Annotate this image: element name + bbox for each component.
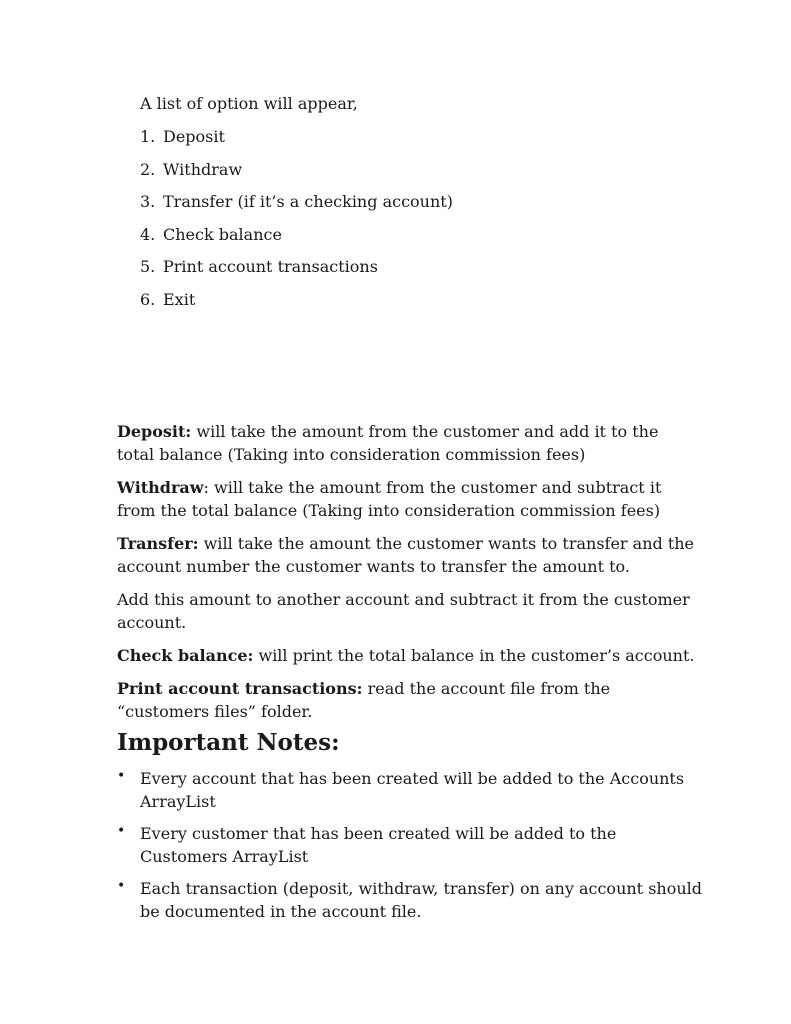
option-label: Print account transactions bbox=[163, 257, 378, 277]
definition-term: Withdraw bbox=[117, 478, 204, 497]
list-item bbox=[140, 225, 453, 258]
list-item bbox=[140, 160, 453, 193]
deposit-definition bbox=[117, 420, 697, 466]
transfer-extra-text: Add this amount to another account and subtract it from the customer account. bbox=[117, 590, 690, 632]
bullet-icon: • bbox=[117, 878, 126, 894]
option-label: Deposit bbox=[163, 127, 225, 146]
intro-text: A list of option will appear, bbox=[140, 94, 358, 113]
list-number: 1. bbox=[140, 127, 156, 146]
check-balance-definition bbox=[117, 644, 697, 667]
note-text: Every customer that has been created will be added to the Customers ArrayList bbox=[140, 824, 617, 866]
definition-text: will take the amount the customer wants to transfer and the account number the customer wants to transfer the amount to. bbox=[117, 534, 695, 576]
note-text: Every account that has been created will be added to the Accounts ArrayList bbox=[140, 769, 685, 811]
option-label: Withdraw bbox=[163, 159, 243, 179]
list-number: 5. bbox=[140, 257, 156, 277]
option-label: Check balance bbox=[163, 224, 282, 244]
definition-term: Print account transactions: bbox=[117, 679, 363, 698]
definition-text: read the account file from the “customers files” folder. bbox=[117, 679, 611, 721]
option-label: Exit bbox=[163, 289, 196, 309]
list-item bbox=[117, 822, 707, 868]
list-number: 6. bbox=[140, 289, 156, 309]
definition-text: will print the total balance in the customer’s account. bbox=[253, 646, 695, 665]
withdraw-definition bbox=[117, 476, 697, 522]
note-text: Each transaction (deposit, withdraw, transfer) on any account should be documented in the account file. bbox=[140, 879, 702, 921]
definitions-section bbox=[117, 420, 697, 733]
definition-text: : will take the amount from the customer and subtract it from the total balance (Taking into consideration commission fees) bbox=[117, 478, 662, 520]
list-item bbox=[140, 290, 453, 323]
definition-term: Transfer: bbox=[117, 534, 199, 553]
important-notes-heading: Important Notes: bbox=[117, 729, 340, 756]
list-item bbox=[117, 877, 707, 923]
list-number: 4. bbox=[140, 224, 156, 244]
list-number: 2. bbox=[140, 159, 156, 179]
print-transactions-definition bbox=[117, 677, 697, 723]
notes-list bbox=[117, 767, 707, 932]
list-item bbox=[140, 192, 453, 225]
option-label: Transfer (if it’s a checking account) bbox=[163, 192, 453, 212]
transfer-definition bbox=[117, 532, 697, 578]
list-number: 3. bbox=[140, 192, 156, 212]
list-item bbox=[140, 257, 453, 290]
definition-term: Deposit: bbox=[117, 422, 192, 441]
definition-text: will take the amount from the customer and add it to the total balance (Taking into consideration commission fees) bbox=[117, 422, 659, 464]
definition-term: Check balance: bbox=[117, 646, 254, 665]
list-item bbox=[117, 767, 707, 813]
list-item bbox=[140, 127, 453, 160]
bullet-icon: • bbox=[117, 823, 126, 839]
bullet-icon: • bbox=[117, 768, 126, 784]
options-list bbox=[140, 127, 453, 323]
